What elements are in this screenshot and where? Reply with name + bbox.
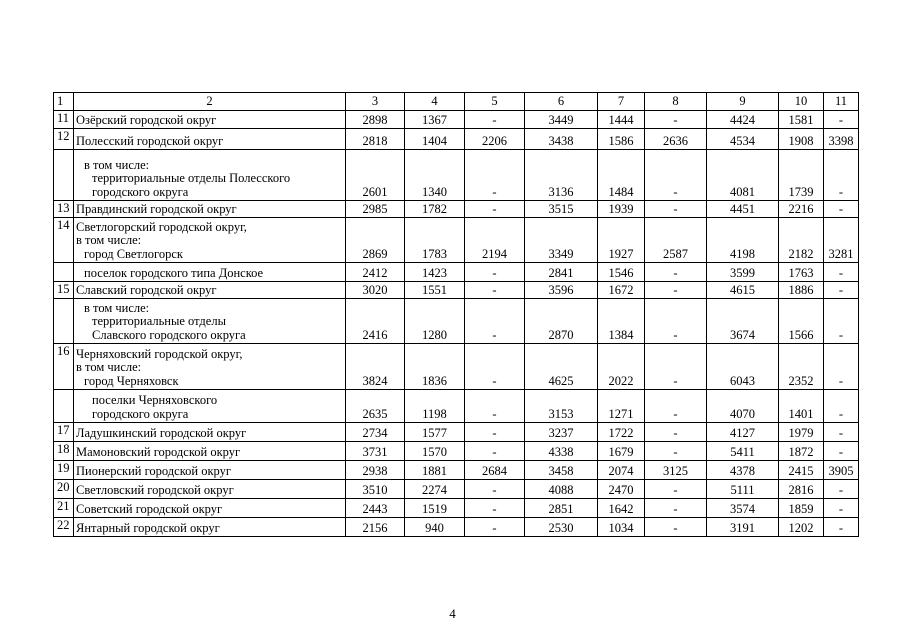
row-number: 20 (54, 480, 74, 499)
value-cell: 3136 (525, 150, 598, 201)
row-number: 14 (54, 218, 74, 263)
value-cell: 1783 (405, 218, 465, 263)
table-row (54, 299, 859, 344)
value-cell: - (824, 442, 859, 461)
district-name (74, 218, 346, 263)
value-cell: - (465, 518, 525, 537)
value-cell: - (465, 111, 525, 129)
value-cell: 3281 (824, 218, 859, 263)
value-cell: - (465, 423, 525, 442)
row-number (54, 299, 74, 344)
table-row (54, 150, 859, 201)
district-name (74, 282, 346, 299)
row-number: 16 (54, 344, 74, 390)
value-cell: 1271 (598, 390, 645, 423)
value-cell: 1280 (405, 299, 465, 344)
value-cell: - (645, 423, 707, 442)
column-header-3: 3 (346, 93, 405, 111)
value-cell: 4070 (707, 390, 779, 423)
value-cell: 3449 (525, 111, 598, 129)
value-cell: 2352 (779, 344, 824, 390)
value-cell: 1836 (405, 344, 465, 390)
row-number: 15 (54, 282, 74, 299)
row-number: 13 (54, 201, 74, 218)
row-number (54, 390, 74, 423)
value-cell: - (465, 480, 525, 499)
value-cell: 1581 (779, 111, 824, 129)
value-cell: 2530 (525, 518, 598, 537)
table-row (54, 282, 859, 299)
value-cell: 1586 (598, 129, 645, 150)
table-row (54, 499, 859, 518)
district-name (74, 390, 346, 423)
value-cell: 1340 (405, 150, 465, 201)
value-cell: 1672 (598, 282, 645, 299)
value-cell: 3458 (525, 461, 598, 480)
value-cell: 4424 (707, 111, 779, 129)
value-cell: 5411 (707, 442, 779, 461)
value-cell: - (645, 390, 707, 423)
value-cell: - (465, 299, 525, 344)
value-cell: 1566 (779, 299, 824, 344)
table-row (54, 129, 859, 150)
value-cell: 2851 (525, 499, 598, 518)
table-row (54, 442, 859, 461)
district-name-line: Озёрский городской округ (76, 112, 217, 127)
value-cell: 1202 (779, 518, 824, 537)
district-name-line: городского округа (92, 406, 189, 421)
value-cell: 1484 (598, 150, 645, 201)
row-number: 11 (54, 111, 74, 129)
table-row (54, 263, 859, 282)
row-number: 12 (54, 129, 74, 150)
value-cell: 3125 (645, 461, 707, 480)
value-cell: - (824, 150, 859, 201)
value-cell: 1546 (598, 263, 645, 282)
value-cell: - (824, 518, 859, 537)
value-cell: 2816 (779, 480, 824, 499)
value-cell: 2684 (465, 461, 525, 480)
value-cell: 5111 (707, 480, 779, 499)
value-cell: - (465, 499, 525, 518)
district-name-line: поселки Черняховского (92, 393, 218, 407)
district-name (74, 480, 346, 499)
value-cell: 3599 (707, 263, 779, 282)
value-cell: 3349 (525, 218, 598, 263)
value-cell: 3438 (525, 129, 598, 150)
column-header-11: 11 (824, 93, 859, 111)
value-cell: 4615 (707, 282, 779, 299)
value-cell: 3905 (824, 461, 859, 480)
value-cell: - (824, 423, 859, 442)
value-cell: - (645, 442, 707, 461)
district-name-line: территориальные отделы (92, 314, 226, 328)
value-cell: 3731 (346, 442, 405, 461)
district-name-line: Янтарный городской округ (76, 520, 220, 535)
value-cell: 2587 (645, 218, 707, 263)
value-cell: 1423 (405, 263, 465, 282)
value-cell: - (824, 344, 859, 390)
value-cell: 2985 (346, 201, 405, 218)
value-cell: 2601 (346, 150, 405, 201)
value-cell: 4451 (707, 201, 779, 218)
value-cell: 2869 (346, 218, 405, 263)
district-name-line: в том числе: (84, 300, 150, 315)
value-cell: 3824 (346, 344, 405, 390)
district-name (74, 518, 346, 537)
value-cell: 3574 (707, 499, 779, 518)
value-cell: 4338 (525, 442, 598, 461)
district-name-line: Полесский городской округ (76, 133, 224, 148)
value-cell: - (465, 263, 525, 282)
value-cell: 3237 (525, 423, 598, 442)
column-header-1: 1 (54, 93, 74, 111)
value-cell: - (824, 390, 859, 423)
value-cell: - (824, 282, 859, 299)
column-header-5: 5 (465, 93, 525, 111)
value-cell: 4198 (707, 218, 779, 263)
value-cell: 1908 (779, 129, 824, 150)
district-name-line: поселок городского типа Донское (84, 265, 264, 280)
value-cell: - (824, 480, 859, 499)
district-name-line: Правдинский городской округ (76, 201, 237, 216)
value-cell: - (645, 499, 707, 518)
value-cell: - (465, 282, 525, 299)
value-cell: 6043 (707, 344, 779, 390)
district-name-line: Черняховский городской округ, (76, 346, 243, 361)
district-name (74, 442, 346, 461)
district-name-line: Мамоновский городской округ (76, 444, 241, 459)
value-cell: 1886 (779, 282, 824, 299)
value-cell: 940 (405, 518, 465, 537)
value-cell: 3510 (346, 480, 405, 499)
value-cell: 3515 (525, 201, 598, 218)
value-cell: 2635 (346, 390, 405, 423)
district-name-line: городского округа (92, 184, 189, 199)
value-cell: 2194 (465, 218, 525, 263)
district-name-line: город Светлогорск (84, 246, 183, 261)
value-cell: - (645, 282, 707, 299)
column-header-2: 2 (74, 93, 346, 111)
table-row (54, 480, 859, 499)
district-name-line: Советский городской округ (76, 501, 223, 516)
value-cell: 2443 (346, 499, 405, 518)
value-cell: 1927 (598, 218, 645, 263)
district-name-line: в том числе: (84, 157, 150, 172)
row-number: 21 (54, 499, 74, 518)
value-cell: 1859 (779, 499, 824, 518)
value-cell: 4534 (707, 129, 779, 150)
value-cell: - (824, 299, 859, 344)
table-row (54, 461, 859, 480)
value-cell: 1404 (405, 129, 465, 150)
value-cell: 2216 (779, 201, 824, 218)
value-cell: 2870 (525, 299, 598, 344)
district-name-line: Славского городского округа (92, 327, 246, 342)
value-cell: - (645, 201, 707, 218)
district-name (74, 263, 346, 282)
value-cell: 1782 (405, 201, 465, 218)
table-row (54, 218, 859, 263)
value-cell: 1979 (779, 423, 824, 442)
value-cell: 2470 (598, 480, 645, 499)
district-name (74, 423, 346, 442)
value-cell: 1034 (598, 518, 645, 537)
table-row (54, 518, 859, 537)
value-cell: 2734 (346, 423, 405, 442)
district-name (74, 201, 346, 218)
value-cell: 2636 (645, 129, 707, 150)
value-cell: 1519 (405, 499, 465, 518)
table-row (54, 201, 859, 218)
value-cell: - (824, 111, 859, 129)
value-cell: - (465, 150, 525, 201)
value-cell: 3020 (346, 282, 405, 299)
table-row (54, 423, 859, 442)
value-cell: 1198 (405, 390, 465, 423)
district-name-line: Ладушкинский городской округ (76, 425, 247, 440)
value-cell: 2182 (779, 218, 824, 263)
table-row (54, 344, 859, 390)
value-cell: 1570 (405, 442, 465, 461)
value-cell: 1872 (779, 442, 824, 461)
value-cell: 4127 (707, 423, 779, 442)
value-cell: 1679 (598, 442, 645, 461)
row-number: 22 (54, 518, 74, 537)
column-header-6: 6 (525, 93, 598, 111)
value-cell: - (465, 442, 525, 461)
value-cell: - (645, 111, 707, 129)
value-cell: 2022 (598, 344, 645, 390)
column-header-8: 8 (645, 93, 707, 111)
value-cell: 2274 (405, 480, 465, 499)
value-cell: 1642 (598, 499, 645, 518)
data-table (53, 92, 859, 537)
value-cell: 1367 (405, 111, 465, 129)
district-name-line: Пионерский городской округ (76, 463, 231, 478)
row-number: 18 (54, 442, 74, 461)
row-number (54, 263, 74, 282)
value-cell: - (645, 299, 707, 344)
value-cell: 1939 (598, 201, 645, 218)
value-cell: 2938 (346, 461, 405, 480)
value-cell: - (824, 201, 859, 218)
value-cell: - (645, 344, 707, 390)
column-header-9: 9 (707, 93, 779, 111)
value-cell: - (645, 150, 707, 201)
value-cell: 3596 (525, 282, 598, 299)
column-header-10: 10 (779, 93, 824, 111)
district-name-line: в том числе: (76, 360, 142, 374)
value-cell: 1881 (405, 461, 465, 480)
header-row (54, 93, 859, 111)
value-cell: 1444 (598, 111, 645, 129)
value-cell: 3191 (707, 518, 779, 537)
district-name-line: Славский городской округ (76, 282, 217, 297)
value-cell: - (645, 518, 707, 537)
value-cell: 3153 (525, 390, 598, 423)
district-name (74, 344, 346, 390)
value-cell: 1551 (405, 282, 465, 299)
row-number (54, 150, 74, 201)
value-cell: 2074 (598, 461, 645, 480)
value-cell: - (824, 263, 859, 282)
value-cell: 2412 (346, 263, 405, 282)
value-cell: 2206 (465, 129, 525, 150)
value-cell: 4088 (525, 480, 598, 499)
value-cell: 3398 (824, 129, 859, 150)
page-number: 4 (449, 606, 456, 621)
district-name-line: в том числе: (76, 233, 142, 247)
row-number: 19 (54, 461, 74, 480)
district-name (74, 111, 346, 129)
row-number: 17 (54, 423, 74, 442)
value-cell: - (824, 499, 859, 518)
district-name (74, 150, 346, 201)
value-cell: - (645, 480, 707, 499)
value-cell: - (465, 344, 525, 390)
district-name (74, 499, 346, 518)
value-cell: 4625 (525, 344, 598, 390)
district-name-line: город Черняховск (84, 373, 179, 388)
district-name-line: Светловский городской округ (76, 482, 234, 497)
value-cell: 1722 (598, 423, 645, 442)
table-row (54, 390, 859, 423)
district-name-line: Светлогорский городской округ, (76, 219, 247, 234)
value-cell: 2818 (346, 129, 405, 150)
value-cell: 2416 (346, 299, 405, 344)
value-cell: 1577 (405, 423, 465, 442)
value-cell: 4081 (707, 150, 779, 201)
value-cell: - (465, 201, 525, 218)
value-cell: 2898 (346, 111, 405, 129)
district-name-line: территориальные отделы Полесского (92, 171, 291, 185)
value-cell: 1401 (779, 390, 824, 423)
value-cell: 2415 (779, 461, 824, 480)
value-cell: - (645, 263, 707, 282)
value-cell: 4378 (707, 461, 779, 480)
value-cell: 1763 (779, 263, 824, 282)
column-header-7: 7 (598, 93, 645, 111)
table-row (54, 111, 859, 129)
value-cell: 2841 (525, 263, 598, 282)
district-name (74, 129, 346, 150)
value-cell: 1384 (598, 299, 645, 344)
value-cell: 2156 (346, 518, 405, 537)
value-cell: - (465, 390, 525, 423)
value-cell: 1739 (779, 150, 824, 201)
district-name (74, 299, 346, 344)
column-header-4: 4 (405, 93, 465, 111)
value-cell: 3674 (707, 299, 779, 344)
district-name (74, 461, 346, 480)
